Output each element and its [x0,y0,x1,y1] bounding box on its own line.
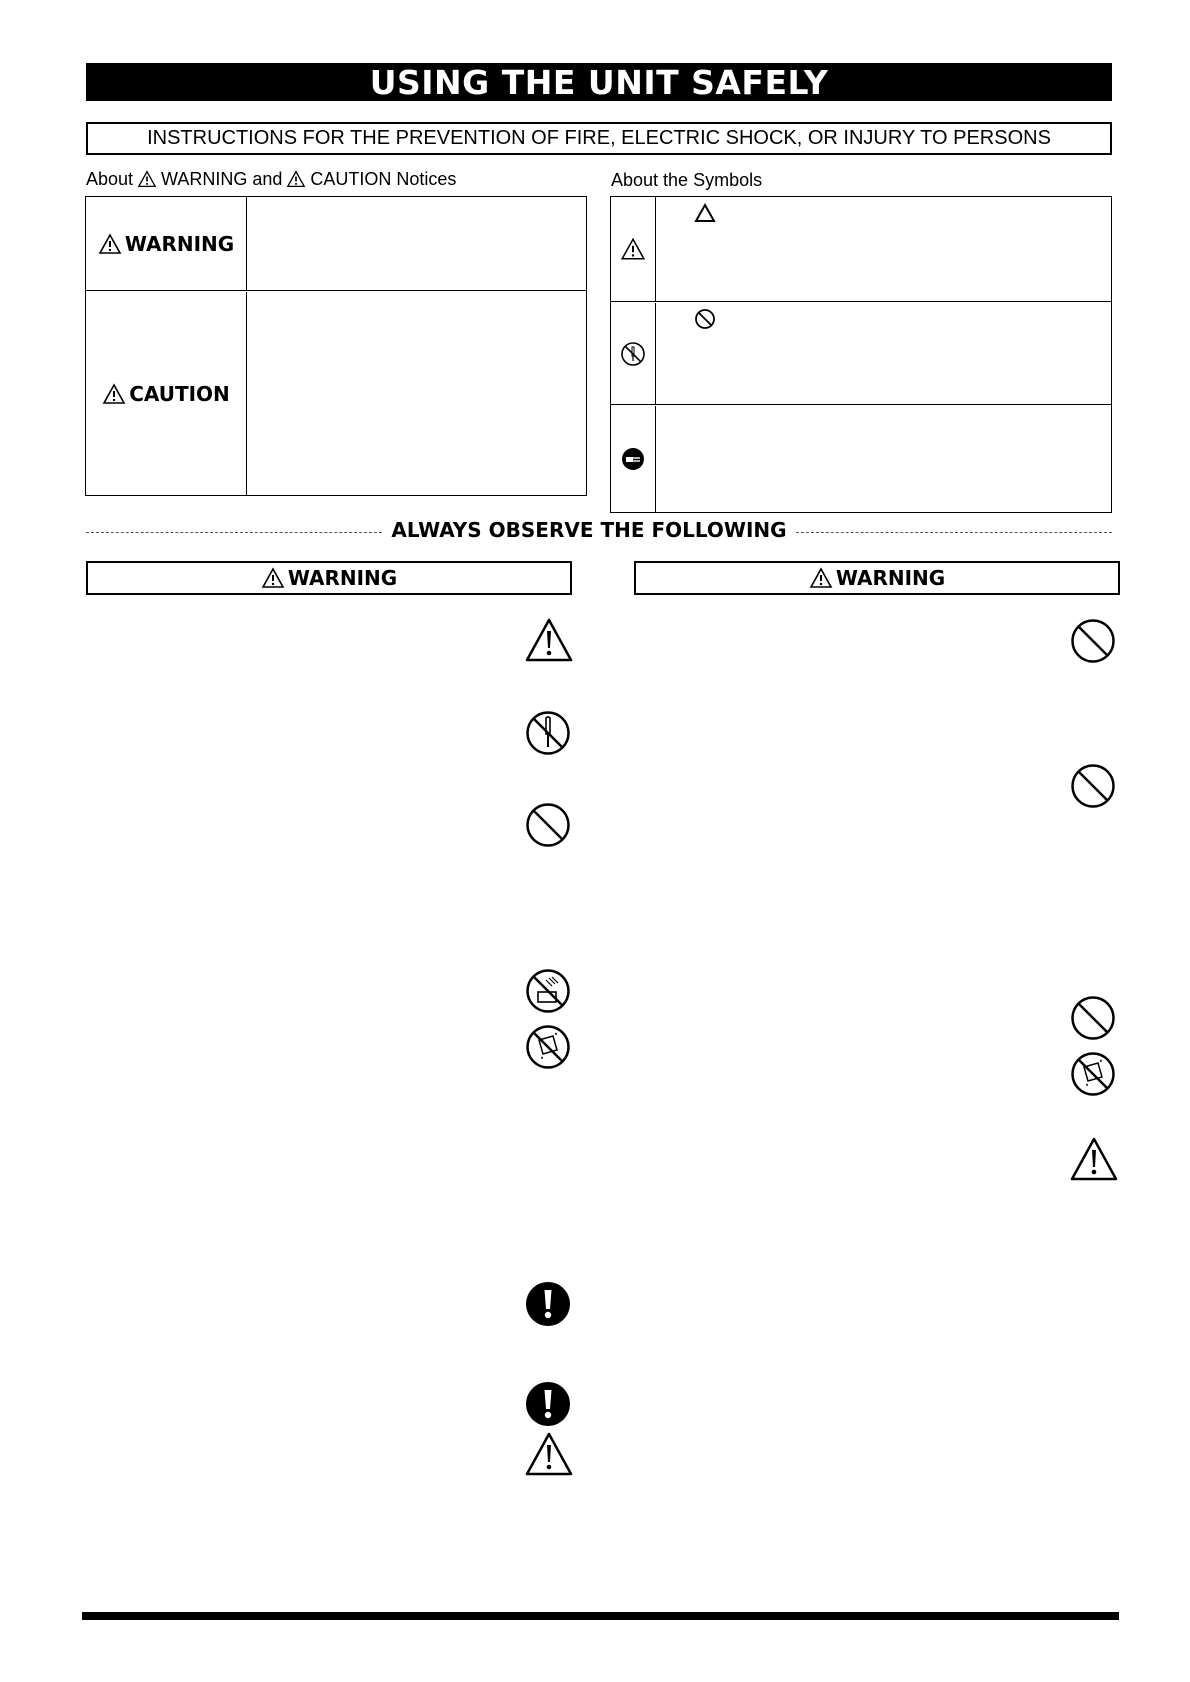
mandatory-icon [525,1381,571,1427]
always-observe-heading-text: ALWAYS OBSERVE THE FOLLOWING [391,518,787,542]
left-warning-heading-text: WARNING [287,566,398,590]
symbols-table [610,196,1112,513]
symbol-cell [611,406,656,512]
symbols-heading [611,168,762,192]
right-warning-heading-text: WARNING [835,566,946,590]
notices-table [85,196,587,496]
divider-line-right [796,532,1112,533]
bottom-rule [82,1612,1119,1620]
warning-triangle-icon [524,617,574,663]
left-warning-heading [86,561,572,595]
symbol-cell [611,197,656,301]
triangle-outline-icon [694,203,716,223]
no-wet-hands-icon [525,1024,571,1070]
symbol-row-mandatory [611,406,1111,512]
symbols-heading-text: About the Symbols [611,169,763,190]
prohibited-icon [1070,763,1116,809]
warning-triangle-icon [1069,1136,1119,1182]
symbol-row-prohibited [611,303,1111,405]
prohibited-icon [1070,995,1116,1041]
caution-notice-label [86,292,247,495]
warning-triangle-icon [620,237,646,261]
right-warning-heading [634,561,1120,595]
no-disassembly-icon [525,710,571,756]
prohibited-icon [525,802,571,848]
caution-notice-label-text: CAUTION [129,381,230,406]
symbol-row-caution [611,197,1111,302]
warning-notice-label-text: WARNING [124,231,235,256]
warning-notice-row [86,197,586,291]
warning-triangle-icon [137,170,157,188]
notices-heading [86,167,456,191]
warning-triangle-icon [98,233,122,255]
always-observe-heading [386,518,792,542]
prohibited-icon [1070,618,1116,664]
notices-heading-prefix: About [86,168,134,189]
unplug-icon [620,446,646,472]
notices-heading-warning: WARNING and [161,168,283,189]
notices-heading-caution: CAUTION Notices [310,168,457,189]
instructions-banner [86,122,1112,155]
warning-triangle-icon [286,170,306,188]
mandatory-icon [525,1281,571,1327]
warning-triangle-icon [809,567,833,589]
caution-notice-row [86,292,586,495]
warning-notice-label [86,197,247,290]
symbol-cell [611,303,656,404]
no-disassembly-icon [620,341,646,367]
page-title-text: USING THE UNIT SAFELY [369,62,829,102]
no-water-icon [525,968,571,1014]
divider-line-left [86,532,382,533]
warning-triangle-icon [524,1431,574,1477]
no-wet-hands-icon [1070,1051,1116,1097]
page-title [86,63,1112,101]
warning-triangle-icon [261,567,285,589]
warning-triangle-icon [102,383,126,405]
instructions-banner-text: INSTRUCTIONS FOR THE PREVENTION OF FIRE, ELECTRIC SHOCK, OR INJURY TO PERSONS [147,127,1051,149]
prohibited-icon [694,308,716,330]
